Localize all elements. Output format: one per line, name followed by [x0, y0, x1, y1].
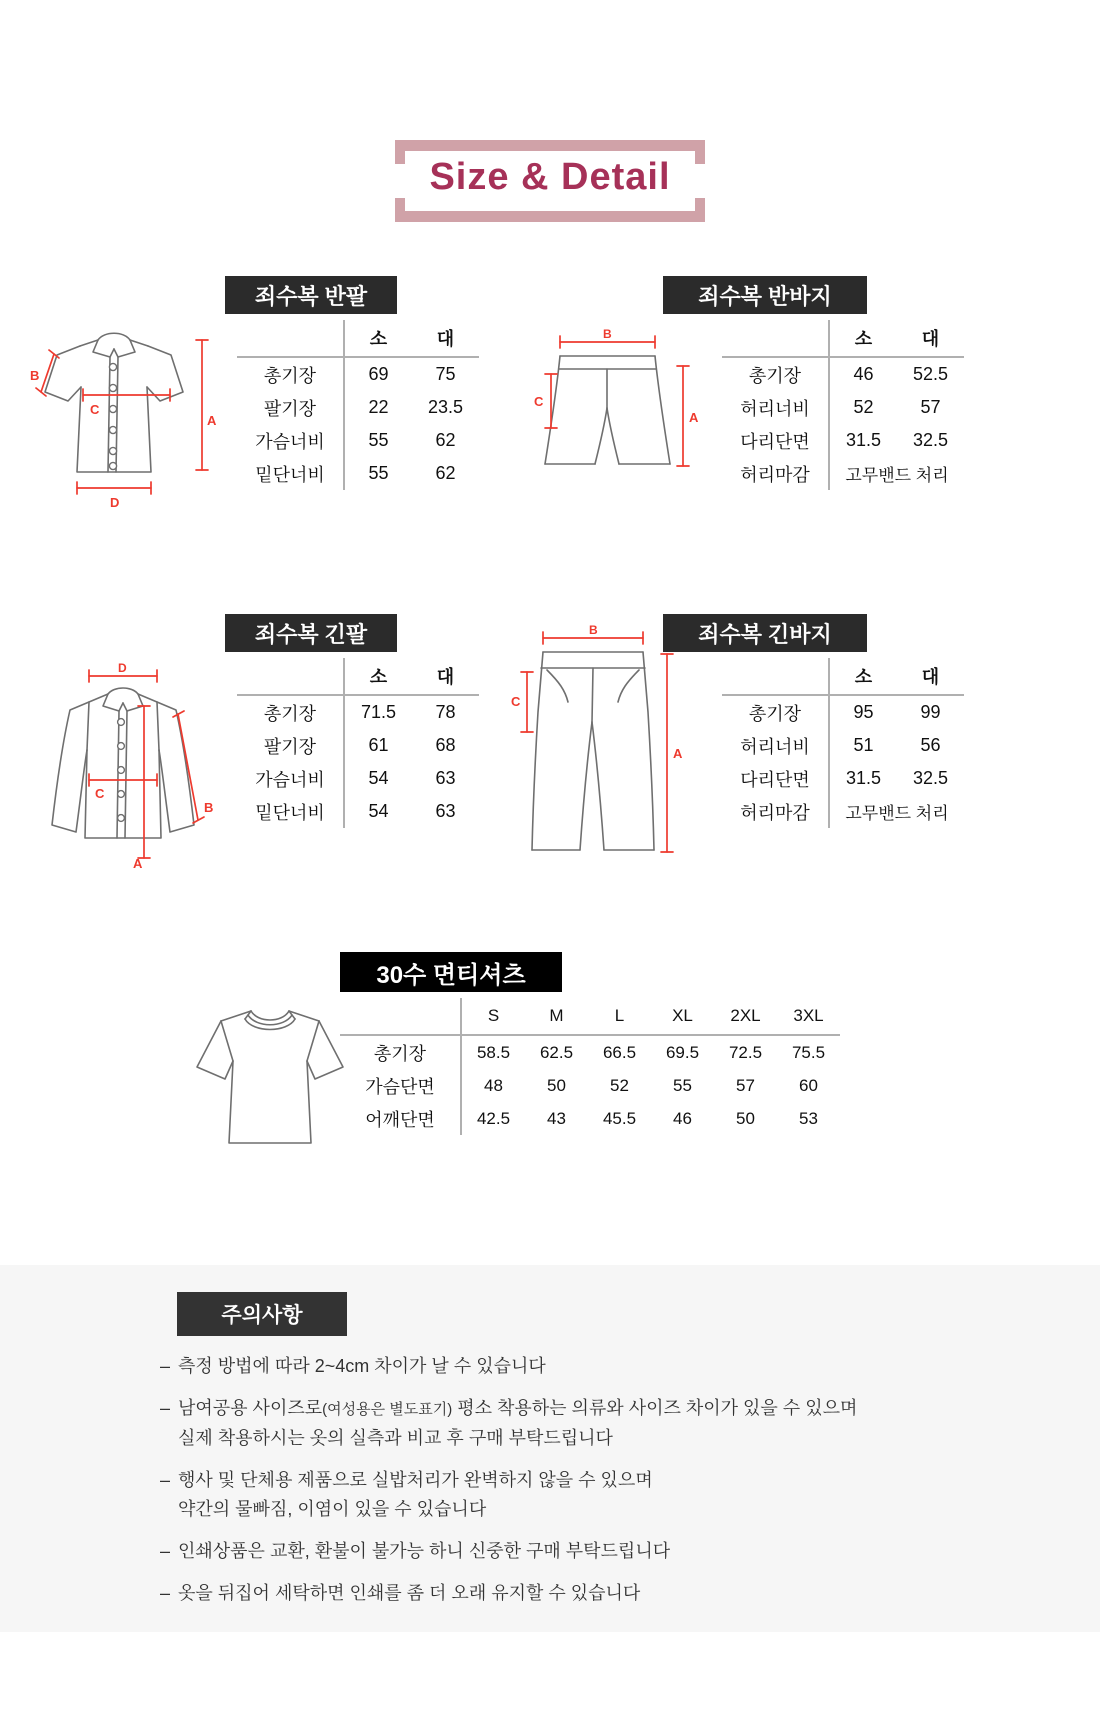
row-value: 62: [435, 463, 456, 483]
row-label: 가슴단면: [340, 1069, 462, 1102]
size-table-tshirt: [340, 998, 840, 1135]
notice-line: 인쇄상품은 교환, 환불이 불가능 하니 신중한 구매 부탁드립니다: [178, 1541, 671, 1561]
row-value: 57: [736, 1075, 755, 1095]
row-label: 가슴너비: [237, 424, 345, 457]
row-label: 어깨단면: [340, 1102, 462, 1135]
table-row: [237, 391, 479, 424]
measure-label-d: D: [118, 661, 127, 675]
section-badge-tshirt: 30수 면티셔츠: [340, 952, 562, 992]
size-table-long-pants: [722, 658, 964, 828]
row-label: 밑단너비: [237, 457, 345, 490]
row-value: 60: [799, 1075, 818, 1095]
row-value: 32.5: [912, 768, 949, 788]
row-label: 허리마감: [722, 457, 830, 490]
row-value: 99: [920, 702, 941, 722]
row-value: 58.5: [476, 1042, 511, 1062]
row-value: 62: [435, 430, 456, 450]
row-label: 팔기장: [237, 391, 345, 424]
measure-label-a: A: [133, 856, 143, 871]
col-large: 대: [921, 329, 940, 349]
row-value: 55: [368, 430, 389, 450]
row-value: 75.5: [791, 1042, 826, 1062]
table-row: [722, 391, 964, 424]
measure-label-b: B: [30, 368, 40, 383]
row-label: 밑단너비: [237, 795, 345, 828]
col-s: S: [487, 1006, 500, 1025]
col-large: 대: [436, 667, 455, 687]
header-empty-cell: [340, 998, 462, 1034]
table-header-row: [722, 320, 964, 358]
row-value: 55: [673, 1075, 692, 1095]
measure-label-b: B: [204, 800, 214, 815]
col-small: 소: [854, 329, 873, 349]
banner-corner: [395, 198, 405, 222]
notice-line: 측정 방법에 따라 2~4cm 차이가 날 수 있습니다: [178, 1356, 546, 1376]
table-header-row: [722, 658, 964, 696]
section-badge-shorts: 죄수복 반바지: [663, 276, 867, 314]
row-value: 63: [435, 801, 456, 821]
tshirt-diagram: [185, 975, 355, 1155]
table-row: [237, 762, 479, 795]
row-label: 다리단면: [722, 424, 830, 457]
section-badge-long-sleeve: 죄수복 긴팔: [225, 614, 397, 652]
measure-label-a: A: [673, 746, 683, 761]
measure-label-d: D: [110, 495, 120, 510]
notice-line: 행사 및 단체용 제품으로 실밥처리가 완벽하지 않을 수 있으며: [178, 1470, 653, 1490]
row-value: 45.5: [602, 1108, 637, 1128]
notice-text: [178, 1352, 546, 1381]
row-value: 78: [435, 702, 456, 722]
bullet-dash: –: [160, 1541, 171, 1561]
table-row: [722, 696, 964, 729]
row-value: 52.5: [912, 364, 949, 384]
measure-label-c: C: [95, 786, 105, 801]
row-label: 총기장: [237, 358, 345, 391]
table-header-row: [340, 998, 840, 1036]
row-value: 46: [673, 1108, 692, 1128]
measure-label-b: B: [589, 623, 598, 637]
table-row: [722, 424, 964, 457]
short-sleeve-shirt-diagram: [30, 300, 220, 512]
col-3xl: 3XL: [793, 1006, 824, 1025]
table-row: [340, 1069, 840, 1102]
row-value: 43: [547, 1108, 566, 1128]
notice-line: 약간의 물빠짐, 이염이 있을 수 있습니다: [178, 1499, 487, 1519]
size-table-short-sleeve: [237, 320, 479, 490]
col-xl: XL: [672, 1006, 693, 1025]
measure-label-b: B: [603, 327, 612, 341]
row-value: 54: [368, 768, 389, 788]
row-value: 46: [853, 364, 874, 384]
row-label: 가슴너비: [237, 762, 345, 795]
notice-line: 옷을 뒤집어 세탁하면 인쇄를 좀 더 오래 유지할 수 있습니다: [178, 1583, 641, 1603]
long-pants-diagram: [505, 622, 685, 860]
col-small: 소: [369, 329, 388, 349]
table-row: [722, 795, 964, 828]
header-empty-cell: [722, 320, 830, 356]
notice-line-small: (여성용은 별도표기): [322, 1401, 453, 1418]
notice-text: [178, 1537, 670, 1566]
row-label: 팔기장: [237, 729, 345, 762]
row-value: 31.5: [845, 430, 882, 450]
bullet-dash: –: [160, 1356, 171, 1376]
col-2xl: 2XL: [730, 1006, 761, 1025]
row-value: 52: [610, 1075, 629, 1095]
row-value: 50: [736, 1108, 755, 1128]
table-row: [237, 424, 479, 457]
size-detail-banner: [395, 140, 705, 222]
row-value: 32.5: [912, 430, 949, 450]
col-large: 대: [921, 667, 940, 687]
table-header-row: [237, 658, 479, 696]
long-sleeve-shirt-diagram: [32, 660, 232, 872]
row-value: 56: [920, 735, 941, 755]
notice-text: [178, 1579, 640, 1608]
measure-label-a: A: [207, 413, 217, 428]
table-row: [237, 696, 479, 729]
row-label: 총기장: [237, 696, 345, 729]
row-label: 허리마감: [722, 795, 830, 828]
table-row: [722, 358, 964, 391]
table-row: [340, 1102, 840, 1135]
measure-label-c: C: [534, 394, 544, 409]
col-large: 대: [436, 329, 455, 349]
row-value: 31.5: [845, 768, 882, 788]
notice-item: [160, 1466, 1030, 1524]
shorts-diagram: [515, 326, 710, 488]
bullet-dash: –: [160, 1398, 171, 1418]
row-value: 66.5: [602, 1042, 637, 1062]
table-row: [237, 729, 479, 762]
table-row: [237, 795, 479, 828]
notice-badge: 주의사항: [177, 1292, 347, 1336]
row-value: 55: [368, 463, 389, 483]
row-label: 허리너비: [722, 391, 830, 424]
row-value: 42.5: [476, 1108, 511, 1128]
row-value: 69.5: [665, 1042, 700, 1062]
row-value: 51: [853, 735, 874, 755]
notice-line: 실제 착용하시는 옷의 실측과 비교 후 구매 부탁드립니다: [178, 1428, 613, 1448]
row-value: 61: [368, 735, 389, 755]
row-label: 허리너비: [722, 729, 830, 762]
table-row: [237, 457, 479, 490]
header-empty-cell: [722, 658, 830, 694]
row-value: 95: [853, 702, 874, 722]
col-l: L: [614, 1006, 625, 1025]
measure-label-c: C: [511, 694, 521, 709]
notice-item: [160, 1352, 1030, 1381]
row-value: 75: [435, 364, 456, 384]
row-value: 54: [368, 801, 389, 821]
bullet-dash: –: [160, 1470, 171, 1490]
row-value: 69: [368, 364, 389, 384]
notice-text: [178, 1394, 857, 1453]
row-value: 63: [435, 768, 456, 788]
banner-bottom-bar: [395, 211, 705, 222]
measure-label-a: A: [689, 410, 699, 425]
size-table-long-sleeve: [237, 658, 479, 828]
col-m: M: [549, 1006, 564, 1025]
header-empty-cell: [237, 320, 345, 356]
row-span-value: 고무밴드 처리: [845, 804, 949, 823]
banner-top-bar: [395, 140, 705, 151]
row-value: 23.5: [427, 397, 464, 417]
notice-item: [160, 1537, 1030, 1566]
header-empty-cell: [237, 658, 345, 694]
row-value: 53: [799, 1108, 818, 1128]
notice-line-part: 평소 착용하는 의류와 사이즈 차이가 있을 수 있으며: [452, 1398, 858, 1418]
bullet-dash: –: [160, 1583, 171, 1603]
table-row: [722, 729, 964, 762]
page-title: Size & Detail: [429, 156, 671, 198]
notice-line: [178, 1394, 857, 1424]
col-small: 소: [854, 667, 873, 687]
notice-text: [178, 1466, 653, 1524]
row-label: 총기장: [340, 1036, 462, 1069]
table-row: [237, 358, 479, 391]
section-badge-short-sleeve: 죄수복 반팔: [225, 276, 397, 314]
notice-line-part: 남여공용 사이즈로: [178, 1398, 323, 1418]
table-header-row: [237, 320, 479, 358]
col-small: 소: [369, 667, 388, 687]
row-value: 52: [853, 397, 874, 417]
row-label: 다리단면: [722, 762, 830, 795]
row-value: 72.5: [728, 1042, 763, 1062]
table-row: [722, 762, 964, 795]
size-table-shorts: [722, 320, 964, 490]
notice-section: [0, 1265, 1100, 1632]
row-value: 68: [435, 735, 456, 755]
notice-item: [160, 1579, 1030, 1608]
table-row: [722, 457, 964, 490]
row-value: 48: [484, 1075, 503, 1095]
notice-item: [160, 1394, 1030, 1453]
row-span-value: 고무밴드 처리: [845, 466, 949, 485]
row-label: 총기장: [722, 358, 830, 391]
row-value: 50: [547, 1075, 566, 1095]
section-badge-long-pants: 죄수복 긴바지: [663, 614, 867, 652]
row-value: 22: [368, 397, 389, 417]
notice-list: [160, 1352, 1030, 1621]
row-value: 57: [920, 397, 941, 417]
measure-label-c: C: [90, 402, 100, 417]
row-value: 71.5: [360, 702, 397, 722]
row-label: 총기장: [722, 696, 830, 729]
table-row: [340, 1036, 840, 1069]
row-value: 62.5: [539, 1042, 574, 1062]
banner-corner: [695, 198, 705, 222]
